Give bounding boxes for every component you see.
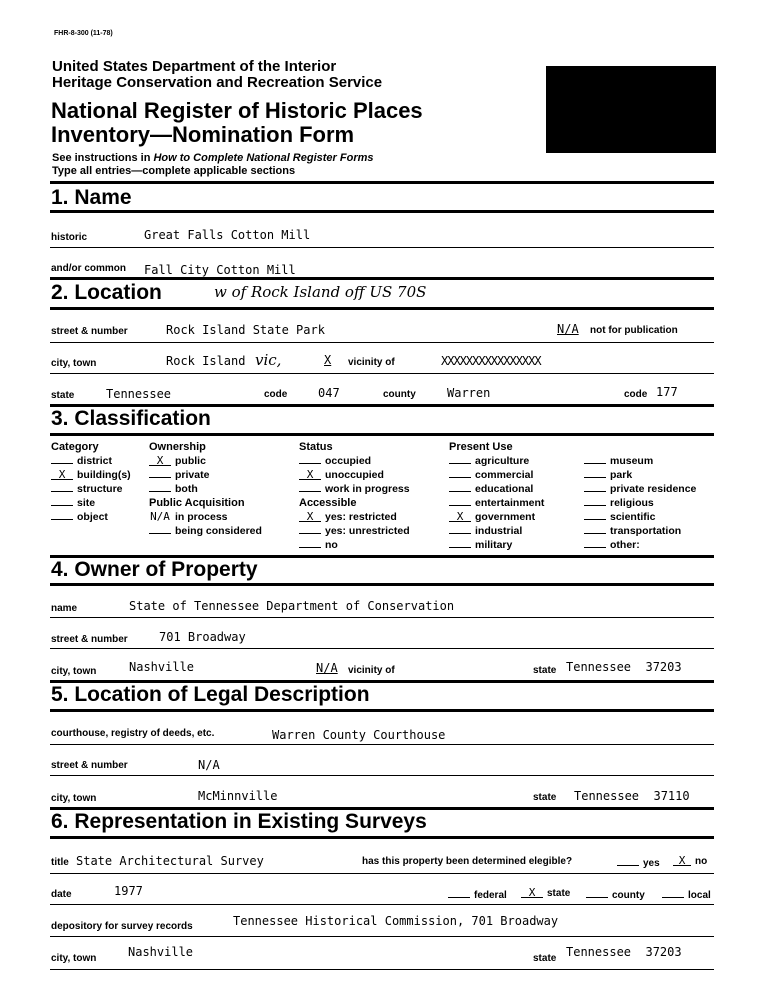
- field-line: [50, 247, 714, 248]
- checkbox-row: occupied: [299, 454, 410, 468]
- federal-option: federal: [448, 888, 507, 901]
- legal-state-label: state: [533, 792, 557, 803]
- category-title: Category: [51, 441, 99, 453]
- owner-city-value: Nashville: [129, 660, 195, 674]
- checkbox-mark[interactable]: [449, 496, 471, 506]
- field-line: [50, 904, 714, 905]
- checkbox-row: work in progress: [299, 482, 410, 496]
- checkbox-mark[interactable]: [51, 510, 73, 520]
- checkbox-mark[interactable]: [584, 482, 606, 492]
- checkbox-row: X unoccupied: [299, 468, 410, 482]
- checkbox-mark[interactable]: [51, 482, 73, 492]
- status-title: Status: [299, 441, 333, 453]
- checkbox-row: yes: unrestricted: [299, 524, 410, 538]
- section-rule: [50, 709, 714, 712]
- checkbox-mark[interactable]: [584, 510, 606, 520]
- field-line: [50, 775, 714, 776]
- field-line: [50, 648, 714, 649]
- checkbox-row: entertainment: [449, 496, 544, 510]
- checkbox-row: agriculture: [449, 454, 544, 468]
- checkbox-mark[interactable]: X: [51, 470, 73, 480]
- legal-city-label: city, town: [51, 793, 97, 804]
- present-use-column-1: [449, 440, 544, 552]
- checkbox-row: both: [149, 482, 262, 496]
- checkbox-mark[interactable]: [449, 482, 471, 492]
- county-code-label: code: [624, 389, 648, 400]
- checkbox-mark[interactable]: [449, 468, 471, 478]
- eligible-question: has this property been determined elegible?: [362, 856, 573, 867]
- code-value: 047: [318, 386, 340, 400]
- checkbox-row: structure: [51, 482, 131, 496]
- checkbox-row: park: [584, 468, 696, 482]
- instructions-line-1: See instructions in How to Complete National Register Forms: [52, 152, 374, 164]
- checkbox-mark[interactable]: [584, 454, 606, 464]
- no-option: X no: [673, 856, 707, 867]
- survey-state-label: state: [533, 953, 557, 964]
- survey-title-value: State Architectural Survey: [76, 854, 264, 868]
- not-for-publication-value: N/A: [557, 322, 579, 336]
- historic-value: Great Falls Cotton Mill: [144, 228, 311, 242]
- county-code-value: 177: [656, 385, 678, 399]
- checkbox-mark[interactable]: X: [299, 470, 321, 480]
- owner-street-label: street & number: [51, 634, 128, 645]
- checkbox-row: commercial: [449, 468, 544, 482]
- redaction-block: [546, 66, 716, 153]
- street-label: street & number: [51, 326, 128, 337]
- checkbox-mark[interactable]: [449, 524, 471, 534]
- courthouse-value: Warren County Courthouse: [272, 728, 446, 742]
- checkbox-mark[interactable]: [448, 888, 470, 898]
- checkbox-row: industrial: [449, 524, 544, 538]
- checkbox-mark[interactable]: [662, 888, 684, 898]
- state-option: X state: [521, 888, 570, 899]
- code-label: code: [264, 389, 288, 400]
- section-rule: [50, 277, 714, 280]
- agency-line-1: United States Department of the Interior: [52, 58, 337, 75]
- field-line: [50, 342, 714, 343]
- common-label: and/or common: [51, 263, 127, 274]
- field-line: [50, 936, 714, 937]
- category-column: [51, 440, 131, 524]
- legal-street-value: N/A: [198, 758, 220, 772]
- checkbox-mark[interactable]: [586, 888, 608, 898]
- checkbox-row: other:: [584, 538, 696, 552]
- checkbox-row: district: [51, 454, 131, 468]
- section-rule: [50, 836, 714, 839]
- checkbox-mark[interactable]: [51, 454, 73, 464]
- checkbox-mark[interactable]: [299, 524, 321, 534]
- checkbox-mark[interactable]: [299, 482, 321, 492]
- checkbox-row: X building(s): [51, 468, 131, 482]
- field-line: [50, 969, 714, 970]
- checkbox-row: site: [51, 496, 131, 510]
- form-code: FHR-8-300 (11-78): [54, 30, 113, 37]
- survey-title-label: title: [51, 857, 69, 868]
- accessible-title: Accessible: [299, 497, 357, 509]
- checkbox-mark[interactable]: X: [149, 456, 171, 466]
- county-label: county: [383, 389, 416, 400]
- checkbox-mark[interactable]: [299, 454, 321, 464]
- present-use-column-2: [584, 454, 696, 552]
- form-title-line-1: National Register of Historic Places: [51, 98, 423, 123]
- legal-city-value: McMinnville: [198, 789, 278, 803]
- section-rule: [50, 181, 714, 184]
- section-2-heading: 2. Location: [51, 281, 162, 304]
- county-option: county: [586, 888, 645, 901]
- checkbox-mark[interactable]: [51, 496, 73, 506]
- survey-city-value: Nashville: [128, 945, 194, 959]
- checkbox-mark[interactable]: X: [299, 512, 321, 522]
- depository-value: Tennessee Historical Commission, 701 Broadway: [233, 914, 559, 928]
- section-rule: [50, 583, 714, 586]
- ownership-column: [149, 440, 262, 538]
- checkbox-row: being considered: [149, 524, 262, 538]
- owner-state-label: state: [533, 665, 557, 676]
- checkbox-row: religious: [584, 496, 696, 510]
- legal-state-value: Tennessee 37110: [574, 789, 690, 803]
- owner-vicinity-value: N/A: [316, 661, 338, 675]
- state-label: state: [51, 390, 75, 401]
- field-line: [50, 744, 714, 745]
- instructions-book-title: How to Complete National Register Forms: [153, 152, 374, 164]
- county-value: Warren: [447, 386, 491, 400]
- legal-street-label: street & number: [51, 760, 128, 771]
- state-value: Tennessee: [106, 387, 172, 401]
- survey-date-value: 1977: [114, 884, 143, 898]
- checkbox-row: X yes: restricted: [299, 510, 410, 524]
- checkbox-mark[interactable]: [617, 856, 639, 866]
- agency-line-2: Heritage Conservation and Recreation Service: [52, 74, 383, 91]
- section-1-heading: 1. Name: [51, 186, 132, 209]
- section-4-heading: 4. Owner of Property: [51, 558, 258, 581]
- checkbox-row: no: [299, 538, 410, 552]
- yes-option: yes: [617, 856, 660, 869]
- present-use-title: Present Use: [449, 441, 513, 453]
- survey-city-label: city, town: [51, 953, 97, 964]
- form-title-line-2: Inventory—Nomination Form: [51, 122, 355, 147]
- city-value: Rock Island: [166, 354, 246, 368]
- city-label: city, town: [51, 358, 97, 369]
- section-rule: [50, 210, 714, 213]
- vicinity-mark: X: [324, 353, 332, 367]
- not-for-publication-label: not for publication: [590, 325, 678, 336]
- section-rule: [50, 307, 714, 310]
- public-acquisition-title: Public Acquisition: [149, 497, 245, 509]
- checkbox-row: transportation: [584, 524, 696, 538]
- common-value: Fall City Cotton Mill: [144, 263, 296, 277]
- survey-state-value: Tennessee 37203: [566, 945, 682, 959]
- section-3-heading: 3. Classification: [51, 407, 211, 430]
- checkbox-row: X public: [149, 454, 262, 468]
- checkbox-mark[interactable]: [149, 524, 171, 534]
- checkbox-mark[interactable]: [299, 538, 321, 548]
- checkbox-mark[interactable]: X: [673, 856, 691, 866]
- checkbox-row: private residence: [584, 482, 696, 496]
- owner-street-value: 701 Broadway: [159, 630, 246, 644]
- city-handwritten: vic,: [255, 351, 282, 369]
- checkbox-mark[interactable]: [449, 454, 471, 464]
- field-line: [50, 617, 714, 618]
- checkbox-row: N/A in process: [150, 510, 228, 523]
- checkbox-mark[interactable]: [584, 524, 606, 534]
- owner-state-value: Tennessee 37203: [566, 660, 682, 674]
- checkbox-row: private: [149, 468, 262, 482]
- survey-date-label: date: [51, 889, 72, 900]
- checkbox-row: educational: [449, 482, 544, 496]
- depository-label: depository for survey records: [51, 921, 193, 932]
- owner-vicinity-label: vicinity of: [348, 665, 395, 676]
- checkbox-mark[interactable]: [584, 538, 606, 548]
- field-line: [50, 373, 714, 374]
- section-6-heading: 6. Representation in Existing Surveys: [51, 810, 427, 833]
- checkbox-mark[interactable]: [584, 468, 606, 478]
- status-column: [299, 440, 410, 552]
- checkbox-mark[interactable]: [584, 496, 606, 506]
- instructions-line-2: Type all entries—complete applicable sections: [52, 165, 296, 177]
- section-5-heading: 5. Location of Legal Description: [51, 683, 370, 706]
- handwritten-location-note: w of Rock Island off US 70S: [214, 283, 427, 301]
- field-line: [50, 873, 714, 874]
- owner-name-value: State of Tennessee Department of Conservation: [129, 599, 455, 613]
- checkbox-mark[interactable]: [449, 538, 471, 548]
- street-value: Rock Island State Park: [166, 323, 325, 337]
- struck-text: XXXXXXXXXXXXXXXX: [441, 354, 541, 368]
- checkbox-mark[interactable]: X: [521, 888, 543, 898]
- courthouse-label: courthouse, registry of deeds, etc.: [51, 728, 215, 739]
- owner-city-label: city, town: [51, 666, 97, 677]
- checkbox-row: museum: [584, 454, 696, 468]
- section-rule: [50, 433, 714, 436]
- checkbox-mark[interactable]: [149, 482, 171, 492]
- vicinity-label: vicinity of: [348, 357, 395, 368]
- checkbox-row: scientific: [584, 510, 696, 524]
- historic-label: historic: [51, 232, 88, 243]
- owner-name-label: name: [51, 603, 78, 614]
- checkbox-row: X government: [449, 510, 544, 524]
- checkbox-mark[interactable]: N/A: [150, 510, 170, 523]
- checkbox-mark[interactable]: X: [449, 512, 471, 522]
- checkbox-row: object: [51, 510, 131, 524]
- checkbox-row: military: [449, 538, 544, 552]
- ownership-title: Ownership: [149, 441, 206, 453]
- local-option: local: [662, 888, 711, 901]
- checkbox-mark[interactable]: [149, 468, 171, 478]
